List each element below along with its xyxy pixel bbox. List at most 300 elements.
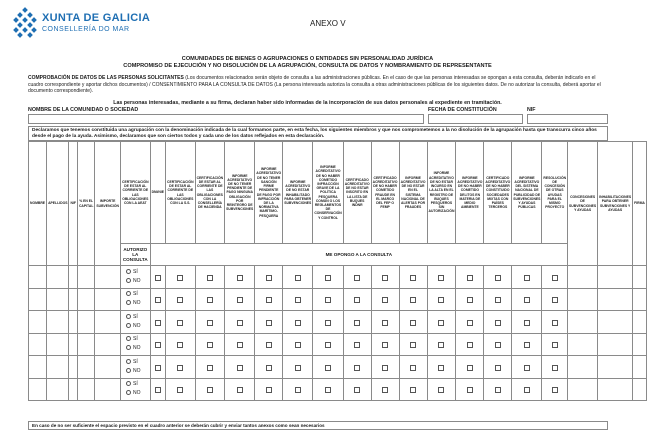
column-header: % EN EL CAPITAL — [77, 142, 94, 266]
oppose-checkbox[interactable] — [177, 365, 183, 371]
input-cell[interactable] — [69, 356, 77, 379]
checkbox-cell — [166, 288, 196, 311]
no-radio[interactable] — [126, 368, 131, 373]
column-header: INFORME ACREDITATIVO DE NO ESTAR INCURSO EN LA ALTA EN EL REGISTRO DE BUQUES PESQUEROS SIN AUTORIZACIÓN — [427, 142, 456, 244]
oppose-checkbox[interactable] — [177, 297, 183, 303]
radio-label: SÍ — [133, 381, 138, 388]
annex-label: ANEXO V — [310, 19, 346, 28]
oppose-checkbox[interactable] — [354, 297, 360, 303]
logo-square — [27, 12, 33, 18]
oppose-checkbox[interactable] — [237, 297, 243, 303]
oppose-checkbox[interactable] — [207, 342, 213, 348]
org-name: XUNTA DE GALICIA — [42, 12, 151, 24]
checkbox-cell — [225, 311, 255, 334]
table-row — [29, 288, 647, 311]
form-titles — [0, 56, 615, 69]
oppose-checkbox[interactable] — [354, 275, 360, 281]
oppose-checkbox[interactable] — [237, 365, 243, 371]
oppose-checkbox[interactable] — [495, 365, 501, 371]
checkbox-cell — [456, 378, 484, 401]
table-row — [29, 356, 647, 379]
oppose-checkbox[interactable] — [177, 275, 183, 281]
column-header: INFORME ACREDITATIVO DE NO TENER PENDIENTE DE PAGO NINGUNA OBLIGACIÓN POR REINTEGRO DE SUBVENCIONES — [225, 142, 255, 244]
oppose-checkbox[interactable] — [207, 320, 213, 326]
column-header: CERTIFICACIÓN DE ESTAR AL CORRIENTE DE LAS OBLIGACIONES CON LA S.S. — [166, 142, 196, 244]
oppose-checkbox[interactable] — [177, 342, 183, 348]
oppose-checkbox[interactable] — [467, 297, 473, 303]
column-header: INFORME ACREDITATIVO DE NO ESTAR INHABILITADO PARA OBTENER SUBVENCIONES — [283, 142, 313, 244]
oppose-checkbox[interactable] — [325, 320, 331, 326]
oppose-checkbox[interactable] — [382, 365, 388, 371]
input-cell[interactable] — [568, 356, 598, 379]
oppose-checkbox[interactable] — [410, 387, 416, 393]
logo-square — [22, 7, 28, 13]
input-cell[interactable] — [633, 378, 647, 401]
input-cell[interactable] — [29, 356, 47, 379]
oppose-checkbox[interactable] — [155, 297, 161, 303]
oppose-checkbox[interactable] — [495, 342, 501, 348]
checkbox-cell — [283, 266, 313, 289]
oppose-checkbox[interactable] — [177, 320, 183, 326]
column-header: CONCESIONES DE SUBVENCIONES Y AYUDAS — [568, 142, 598, 266]
radio-label: SÍ — [133, 268, 138, 275]
column-header: NIF — [69, 142, 77, 266]
oppose-checkbox[interactable] — [495, 275, 501, 281]
oppose-checkbox[interactable] — [295, 297, 301, 303]
oppose-checkbox[interactable] — [552, 297, 558, 303]
consent-choice-cell — [121, 311, 151, 334]
oppose-checkbox[interactable] — [354, 342, 360, 348]
checkbox-cell — [225, 356, 255, 379]
checkbox-cell — [427, 266, 456, 289]
logo-square — [13, 17, 19, 23]
oppose-checkbox[interactable] — [495, 320, 501, 326]
input-cell[interactable] — [47, 333, 69, 356]
no-radio[interactable] — [126, 300, 131, 305]
oppose-checkbox[interactable] — [325, 365, 331, 371]
checkbox-cell — [166, 333, 196, 356]
input-cell[interactable] — [568, 378, 598, 401]
community-name-field[interactable] — [28, 114, 424, 124]
oppose-checkbox[interactable] — [410, 365, 416, 371]
no-radio[interactable] — [126, 345, 131, 350]
input-cell[interactable] — [568, 266, 598, 289]
oppose-checkbox[interactable] — [552, 387, 558, 393]
checkbox-cell — [456, 356, 484, 379]
logo-square — [22, 17, 28, 23]
column-header: FIRMA — [633, 142, 647, 266]
input-cell[interactable] — [69, 378, 77, 401]
logo-square — [13, 27, 19, 33]
oppose-checkbox[interactable] — [325, 297, 331, 303]
oppose-checkbox[interactable] — [495, 297, 501, 303]
oppose-checkbox[interactable] — [155, 387, 161, 393]
input-cell[interactable] — [598, 266, 633, 289]
input-cell[interactable] — [77, 311, 94, 334]
yes-radio[interactable] — [126, 336, 131, 341]
input-cell[interactable] — [633, 266, 647, 289]
footer-note: En caso de no ser suficiente el espacio previsto en el cuadro anterior se deberán cubrir y enviar tantos anexos como sean necesarios — [28, 421, 608, 430]
table-row — [29, 378, 647, 401]
radio-label: NO — [133, 277, 141, 284]
checkbox-cell — [484, 333, 512, 356]
subtitle: COMPROMISO DE EJECUCIÓN Y NO DISOLUCIÓN DE LA AGRUPACIÓN, CONSULTA DE DATOS Y NOMBRAMIENTO DE REPRESENTANTE — [123, 63, 492, 69]
oppose-checkbox[interactable] — [467, 320, 473, 326]
checkbox-cell — [150, 356, 165, 379]
oppose-checkbox[interactable] — [410, 320, 416, 326]
oppose-checkbox[interactable] — [266, 387, 272, 393]
oppose-checkbox[interactable] — [325, 275, 331, 281]
checkbox-cell — [484, 378, 512, 401]
oppose-checkbox[interactable] — [438, 275, 444, 281]
oppose-checkbox[interactable] — [266, 365, 272, 371]
consent-choice-cell — [121, 288, 151, 311]
checkbox-cell — [371, 266, 399, 289]
input-cell[interactable] — [69, 288, 77, 311]
yes-radio[interactable] — [126, 314, 131, 319]
oppose-checkbox[interactable] — [410, 342, 416, 348]
checkbox-cell — [399, 311, 427, 334]
consent-choice-cell — [121, 356, 151, 379]
checkbox-cell — [512, 311, 542, 334]
checkbox-cell — [542, 311, 568, 334]
oppose-checkbox[interactable] — [438, 365, 444, 371]
checkbox-cell — [166, 378, 196, 401]
input-cell[interactable] — [69, 266, 77, 289]
oppose-checkbox[interactable] — [155, 275, 161, 281]
checkbox-cell — [166, 266, 196, 289]
checkbox-cell — [542, 333, 568, 356]
checkbox-cell — [512, 266, 542, 289]
main-title: COMUNIDADES DE BIENES O AGRUPACIONES O ENTIDADES SIN PERSONALIDAD JURÍDICA — [181, 56, 434, 62]
input-cell[interactable] — [633, 356, 647, 379]
checkbox-cell — [195, 311, 225, 334]
oppose-checkbox[interactable] — [266, 297, 272, 303]
oppose-checkbox[interactable] — [410, 297, 416, 303]
nif-field[interactable] — [527, 114, 608, 124]
checkbox-cell — [512, 288, 542, 311]
yes-radio[interactable] — [126, 359, 131, 364]
data-check-notice — [28, 75, 608, 95]
checkbox-cell — [255, 378, 283, 401]
checkbox-cell — [166, 356, 196, 379]
checkbox-cell — [343, 288, 371, 311]
consent-line: Las personas interesadas, mediante a su firma, declaran haber sido informadas de la incorporación de sus datos personales al expediente en tramitación. — [113, 100, 502, 106]
department-name: CONSELLERÍA DO MAR — [42, 26, 130, 33]
oppose-checkbox[interactable] — [552, 365, 558, 371]
input-cell[interactable] — [77, 356, 94, 379]
checkbox-cell — [255, 311, 283, 334]
checkbox-cell — [371, 378, 399, 401]
column-header: CERTIFICACIÓN DE ESTAR AL CORRIENTE DE LAS OBLIGACIONES CON LA AEAT — [121, 142, 151, 244]
checkbox-cell — [512, 378, 542, 401]
oppose-checkbox[interactable] — [237, 387, 243, 393]
yes-radio[interactable] — [126, 269, 131, 274]
checkbox-cell — [225, 333, 255, 356]
checkbox-cell — [283, 288, 313, 311]
checkbox-cell — [150, 333, 165, 356]
column-header: INHABILITACIONES PARA OBTENER SUBVENCIONES Y AYUDAS — [598, 142, 633, 266]
column-header: DNI/NIE — [150, 142, 165, 244]
consent-header-row — [29, 244, 647, 266]
checkbox-cell — [399, 356, 427, 379]
checkbox-cell — [150, 288, 165, 311]
checkbox-cell — [283, 333, 313, 356]
checkbox-cell — [371, 311, 399, 334]
radio-label: NO — [133, 367, 141, 374]
checkbox-cell — [456, 311, 484, 334]
input-cell[interactable] — [69, 311, 77, 334]
table-row — [29, 266, 647, 289]
checkbox-cell — [255, 288, 283, 311]
table-header-row — [29, 142, 647, 244]
input-cell[interactable] — [95, 288, 121, 311]
logo-square — [17, 32, 23, 38]
yes-radio[interactable] — [126, 381, 131, 386]
checkbox-cell — [313, 288, 343, 311]
oppose-checkbox[interactable] — [410, 275, 416, 281]
xunta-logo-icon — [14, 8, 36, 38]
input-cell[interactable] — [47, 311, 69, 334]
constitution-date-label: FECHA DE CONSTITUCIÓN — [428, 107, 497, 113]
checkbox-cell — [512, 356, 542, 379]
oppose-checkbox[interactable] — [382, 297, 388, 303]
oppose-checkbox[interactable] — [438, 297, 444, 303]
checkbox-cell — [484, 356, 512, 379]
checkbox-cell — [255, 356, 283, 379]
oppose-consult-header: ME OPONGO A LA CONSULTA — [150, 244, 567, 266]
logo-square — [17, 22, 23, 28]
input-cell[interactable] — [47, 378, 69, 401]
input-cell[interactable] — [69, 333, 77, 356]
checkbox-cell — [313, 311, 343, 334]
input-cell[interactable] — [598, 333, 633, 356]
oppose-checkbox[interactable] — [552, 275, 558, 281]
oppose-checkbox[interactable] — [524, 320, 530, 326]
input-cell[interactable] — [29, 288, 47, 311]
no-radio[interactable] — [126, 323, 131, 328]
checkbox-cell — [283, 378, 313, 401]
column-header: INFORME ACREDITATIVO DE NO ESTAR EN EL SISTEMA NACIONAL DE ALERTAS POR FRAUDES — [399, 142, 427, 244]
oppose-checkbox[interactable] — [266, 320, 272, 326]
oppose-checkbox[interactable] — [438, 387, 444, 393]
oppose-checkbox[interactable] — [382, 275, 388, 281]
oppose-checkbox[interactable] — [295, 320, 301, 326]
checkbox-cell — [313, 356, 343, 379]
input-cell[interactable] — [95, 266, 121, 289]
oppose-checkbox[interactable] — [467, 275, 473, 281]
checkbox-cell — [150, 378, 165, 401]
input-cell[interactable] — [633, 333, 647, 356]
checkbox-cell — [427, 378, 456, 401]
checkbox-cell — [255, 266, 283, 289]
input-cell[interactable] — [77, 333, 94, 356]
oppose-checkbox[interactable] — [155, 365, 161, 371]
oppose-checkbox[interactable] — [354, 320, 360, 326]
input-cell[interactable] — [47, 288, 69, 311]
no-radio[interactable] — [126, 278, 131, 283]
oppose-checkbox[interactable] — [552, 342, 558, 348]
oppose-checkbox[interactable] — [325, 387, 331, 393]
oppose-checkbox[interactable] — [382, 387, 388, 393]
community-name-label: NOMBRE DE LA COMUNIDAD O SOCIEDAD — [28, 107, 139, 113]
oppose-checkbox[interactable] — [295, 365, 301, 371]
oppose-checkbox[interactable] — [155, 342, 161, 348]
checkbox-cell — [195, 266, 225, 289]
oppose-checkbox[interactable] — [295, 387, 301, 393]
checkbox-cell — [195, 378, 225, 401]
oppose-checkbox[interactable] — [207, 365, 213, 371]
oppose-checkbox[interactable] — [354, 387, 360, 393]
input-cell[interactable] — [47, 356, 69, 379]
column-header: INFORME ACREDITATIVO DE NO TENER SANCIÓN FIRME PENDIENTE DE PAGO POR INFRACCIÓN DE LA NORMATIVA MARÍTIMO-PESQUERA — [255, 142, 283, 244]
input-cell[interactable] — [633, 288, 647, 311]
input-cell[interactable] — [95, 311, 121, 334]
organization-block — [42, 12, 150, 33]
checkbox-cell — [427, 288, 456, 311]
input-cell[interactable] — [598, 311, 633, 334]
logo-square — [27, 22, 33, 28]
logo-square — [31, 17, 37, 23]
column-header: CERTIFICACIÓN DE ESTAR AL CORRIENTE DE LAS OBLIGACIONES CON LA CONSELLERÍA DE HACIENDA — [195, 142, 225, 244]
checkbox-cell — [343, 356, 371, 379]
oppose-checkbox[interactable] — [237, 320, 243, 326]
checkbox-cell — [225, 288, 255, 311]
checkbox-cell — [456, 266, 484, 289]
checkbox-cell — [427, 333, 456, 356]
oppose-checkbox[interactable] — [177, 387, 183, 393]
checkbox-cell — [195, 288, 225, 311]
yes-radio[interactable] — [126, 291, 131, 296]
logo-square — [17, 12, 23, 18]
oppose-checkbox[interactable] — [155, 320, 161, 326]
oppose-checkbox[interactable] — [382, 320, 388, 326]
oppose-checkbox[interactable] — [207, 387, 213, 393]
input-cell[interactable] — [568, 311, 598, 334]
table-row — [29, 333, 647, 356]
input-cell[interactable] — [598, 288, 633, 311]
oppose-checkbox[interactable] — [382, 342, 388, 348]
checkbox-cell — [195, 356, 225, 379]
checkbox-cell — [399, 288, 427, 311]
checkbox-cell — [166, 311, 196, 334]
logo-square — [27, 32, 33, 38]
radio-label: SÍ — [133, 313, 138, 320]
input-cell[interactable] — [95, 378, 121, 401]
checkbox-cell — [542, 378, 568, 401]
column-header: NOMBRE — [29, 142, 47, 266]
checkbox-cell — [484, 266, 512, 289]
column-header: APELLIDOS — [47, 142, 69, 266]
oppose-checkbox[interactable] — [495, 387, 501, 393]
input-cell[interactable] — [633, 311, 647, 334]
checkbox-cell — [542, 266, 568, 289]
input-cell[interactable] — [29, 378, 47, 401]
oppose-checkbox[interactable] — [438, 320, 444, 326]
oppose-checkbox[interactable] — [524, 365, 530, 371]
oppose-checkbox[interactable] — [438, 342, 444, 348]
oppose-checkbox[interactable] — [266, 275, 272, 281]
checkbox-cell — [255, 333, 283, 356]
checkbox-cell — [399, 266, 427, 289]
consent-choice-cell — [121, 333, 151, 356]
checkbox-cell — [371, 333, 399, 356]
no-radio[interactable] — [126, 390, 131, 395]
checkbox-cell — [484, 288, 512, 311]
checkbox-cell — [283, 311, 313, 334]
oppose-checkbox[interactable] — [237, 342, 243, 348]
checkbox-cell — [343, 311, 371, 334]
radio-label: SÍ — [133, 291, 138, 298]
checkbox-cell — [512, 333, 542, 356]
input-cell[interactable] — [598, 378, 633, 401]
oppose-checkbox[interactable] — [207, 297, 213, 303]
checkbox-cell — [399, 378, 427, 401]
input-cell[interactable] — [77, 266, 94, 289]
oppose-checkbox[interactable] — [524, 297, 530, 303]
checkbox-cell — [343, 333, 371, 356]
checkbox-cell — [456, 288, 484, 311]
oppose-checkbox[interactable] — [354, 365, 360, 371]
members-table — [28, 141, 647, 401]
radio-label: SÍ — [133, 358, 138, 365]
input-cell[interactable] — [95, 333, 121, 356]
constitution-date-field[interactable] — [428, 114, 523, 124]
oppose-checkbox[interactable] — [467, 387, 473, 393]
oppose-checkbox[interactable] — [266, 342, 272, 348]
checkbox-cell — [195, 333, 225, 356]
checkbox-cell — [313, 378, 343, 401]
radio-label: SÍ — [133, 336, 138, 343]
checkbox-cell — [399, 333, 427, 356]
table-row — [29, 311, 647, 334]
input-cell[interactable] — [568, 333, 598, 356]
input-cell[interactable] — [95, 356, 121, 379]
oppose-checkbox[interactable] — [524, 342, 530, 348]
checkbox-cell — [371, 356, 399, 379]
input-cell[interactable] — [77, 378, 94, 401]
column-header: CERTIFICADO ACREDITATIVO DE NO HABER COMETIDO FRAUDE EN EL MARCO DEL FEP O FEMP — [371, 142, 399, 244]
checkbox-cell — [313, 266, 343, 289]
oppose-checkbox[interactable] — [524, 387, 530, 393]
oppose-checkbox[interactable] — [295, 342, 301, 348]
input-cell[interactable] — [77, 288, 94, 311]
oppose-checkbox[interactable] — [467, 342, 473, 348]
checkbox-cell — [225, 378, 255, 401]
oppose-checkbox[interactable] — [237, 275, 243, 281]
oppose-checkbox[interactable] — [552, 320, 558, 326]
oppose-checkbox[interactable] — [295, 275, 301, 281]
input-cell[interactable] — [29, 266, 47, 289]
document-header — [14, 4, 604, 44]
input-cell[interactable] — [47, 266, 69, 289]
input-cell[interactable] — [29, 311, 47, 334]
column-header: RESOLUCIÓN DE CONCESIÓN DE OTRAS AYUDAS PARA EL MISMO PROYECTO — [542, 142, 568, 244]
checkbox-cell — [150, 266, 165, 289]
input-cell[interactable] — [29, 333, 47, 356]
logo-square — [22, 27, 28, 33]
input-cell[interactable] — [568, 288, 598, 311]
checkbox-cell — [283, 356, 313, 379]
oppose-checkbox[interactable] — [325, 342, 331, 348]
checkbox-cell — [150, 311, 165, 334]
checkbox-cell — [371, 288, 399, 311]
oppose-checkbox[interactable] — [207, 275, 213, 281]
checkbox-cell — [542, 288, 568, 311]
input-cell[interactable] — [598, 356, 633, 379]
oppose-checkbox[interactable] — [467, 365, 473, 371]
oppose-checkbox[interactable] — [524, 275, 530, 281]
